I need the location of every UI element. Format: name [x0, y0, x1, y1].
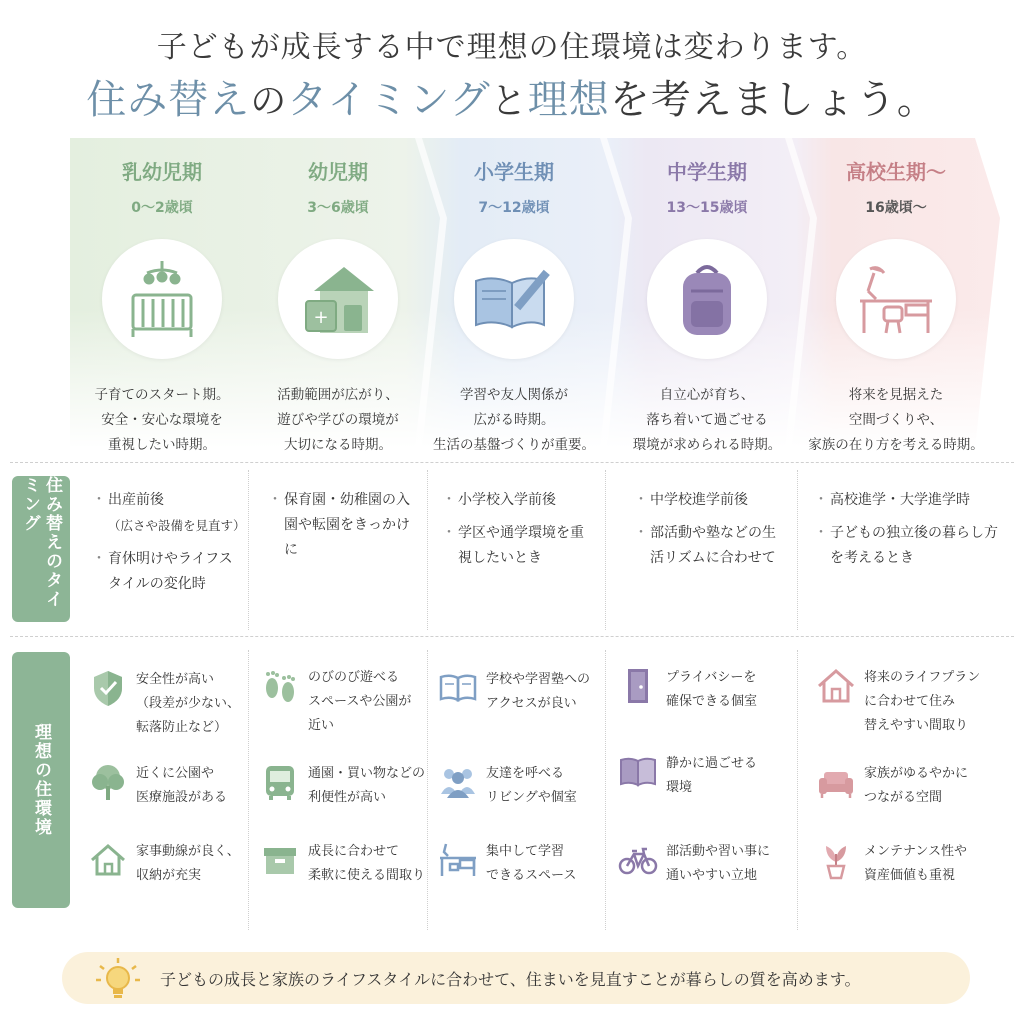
timing-item: ・ 中学校進学前後 — [634, 488, 789, 513]
timing-item: ・ 育休明けやライフスタイルの変化時 — [92, 547, 242, 597]
divider — [10, 636, 1014, 637]
footer-text: 子どもの成長と家族のライフスタイルに合わせて、住まいを見直すことが暮らしの質を高めます。 — [160, 970, 861, 989]
env-text: 友達を呼べる リビングや個室 — [486, 766, 577, 805]
env-item — [88, 668, 263, 738]
desc-line: 大切になる時期。 — [284, 437, 392, 453]
page-title: 子どもが成長する中で理想の住環境は変わります。 — [156, 30, 868, 65]
timing-col-elementary — [442, 488, 597, 579]
stage-elementary — [424, 138, 604, 458]
stage-name: 中学生期 — [667, 160, 747, 184]
desc-line: 子育てのスタート期。 — [94, 387, 230, 403]
env-item — [260, 840, 435, 910]
desc-line: 遊びや学びの環境が — [277, 412, 399, 428]
env-item — [438, 840, 613, 910]
desc-line: 活動範囲が広がり、 — [277, 387, 399, 403]
desc-line: 重視したい時期。 — [108, 437, 216, 453]
env-item — [260, 762, 435, 832]
env-item — [88, 762, 263, 832]
env-text: 将来のライフプラン に合わせて住み 替えやすい間取り — [864, 670, 981, 733]
footprints-icon — [260, 666, 300, 706]
stage-name: 小学生期 — [474, 160, 554, 184]
stage-age: 16歳頃〜 — [865, 200, 927, 216]
stage-icon-circle — [278, 239, 398, 359]
subtitle-highlight-move: 住み替え — [86, 77, 251, 123]
lightbulb-icon — [92, 956, 144, 1004]
bus-icon — [260, 762, 300, 802]
env-item — [88, 840, 263, 910]
stage-junior-high — [617, 138, 797, 458]
env-item — [438, 762, 613, 832]
env-text: 家族がゆるやかに つながる空間 — [864, 766, 969, 805]
stage-age: 13〜15歳頃 — [666, 200, 748, 216]
house-blocks-icon — [300, 261, 376, 337]
desc-line: 広がる時期。 — [473, 412, 555, 428]
footer-banner — [62, 952, 970, 1004]
stage-icon-circle — [102, 239, 222, 359]
stage-infant — [72, 138, 252, 458]
divider — [427, 470, 428, 630]
env-item — [816, 762, 991, 832]
stage-description — [424, 383, 604, 458]
env-item — [260, 666, 435, 736]
stage-name: 高校生期〜 — [846, 160, 946, 184]
desk-icon — [438, 840, 478, 880]
env-text: 静かに過ごせる 環境 — [666, 756, 758, 795]
timing-row-label — [12, 476, 70, 622]
desc-line: 家族の在り方を考える時期。 — [808, 437, 984, 453]
environment-row-label — [12, 652, 70, 908]
env-text: のびのび遊べる スペースや公園が 近い — [308, 670, 412, 733]
reading-book-icon — [618, 752, 658, 792]
storage-box-icon — [260, 840, 300, 880]
divider — [10, 462, 1014, 463]
env-text: 部活動や習い事に 通いやすい立地 — [666, 844, 771, 883]
stage-description — [806, 383, 986, 458]
book-pencil-icon — [472, 267, 556, 331]
stage-icon-circle — [647, 239, 767, 359]
timing-col-infant — [92, 488, 246, 605]
desc-line: 将来を見据えた — [848, 387, 944, 403]
desc-line: 空間づくりや、 — [848, 412, 944, 428]
env-text: 学校や学習塾への アクセスが良い — [486, 672, 591, 711]
stage-name: 乳幼児期 — [122, 160, 202, 184]
subtitle-highlight-timing: タイミング — [287, 77, 491, 123]
row-label-text: 理想の住環境 — [31, 723, 51, 837]
study-desk-icon — [856, 263, 936, 335]
row-label-text: 住み替えのタイミング — [20, 476, 62, 609]
divider — [797, 470, 798, 630]
divider — [248, 470, 249, 630]
stage-high-school — [806, 138, 986, 458]
timing-item: ・ 部活動や塾などの生活リズムに合わせて — [634, 521, 789, 571]
env-item — [816, 840, 991, 910]
stage-age: 3〜6歳頃 — [307, 200, 369, 216]
subtitle-highlight-ideal: 理想 — [527, 77, 610, 123]
timing-item: ・ 学区や通学環境を重視したいとき — [442, 521, 597, 571]
shield-icon — [88, 668, 128, 708]
subtitle-part: の — [250, 81, 288, 122]
crib-icon — [127, 259, 197, 339]
home-icon — [88, 840, 128, 880]
svg-text:+: + — [313, 307, 329, 328]
env-text: 家事動線が良く、 収納が充実 — [136, 844, 240, 883]
timing-item: ・ 子どもの独立後の暮らし方を考えるとき — [814, 521, 1004, 571]
desc-line: 環境が求められる時期。 — [632, 437, 782, 453]
page-subtitle — [0, 68, 1024, 125]
stage-icon-circle — [836, 239, 956, 359]
env-text: プライバシーを 確保できる個室 — [666, 670, 758, 709]
env-text: 通園・買い物などの 利便性が高い — [308, 766, 426, 805]
stage-name: 幼児期 — [308, 160, 368, 184]
timing-col-junior-high — [634, 488, 789, 579]
env-item — [438, 668, 613, 738]
house-outline-icon — [816, 666, 856, 706]
desc-line: 安全・安心な環境を — [101, 412, 223, 428]
door-icon — [618, 666, 658, 706]
desc-line: 落ち着いて過ごせる — [646, 412, 768, 428]
timing-item: ・ 出産前後 （広さや設備を見直す） — [92, 488, 242, 539]
env-text: 近くに公園や 医療施設がある — [136, 766, 228, 805]
stage-description — [617, 383, 797, 458]
backpack-icon — [677, 261, 737, 337]
timing-item: ・ 小学校入学前後 — [442, 488, 597, 513]
divider — [605, 470, 606, 630]
open-book-icon — [438, 668, 478, 708]
env-text: 集中して学習 できるスペース — [486, 844, 577, 883]
friends-icon — [438, 762, 478, 802]
divider — [797, 650, 798, 930]
env-item — [618, 666, 793, 736]
subtitle-part: を考えましょう。 — [609, 77, 938, 123]
timing-item: ・ 高校進学・大学進学時 — [814, 488, 1004, 513]
env-text: メンテナンス性や 資産価値も重視 — [864, 844, 967, 883]
env-text: 安全性が高い （段差が少ない、 転落防止など） — [136, 672, 241, 735]
desc-line: 自立心が育ち、 — [659, 387, 755, 403]
stage-preschool — [248, 138, 428, 458]
sofa-icon — [816, 762, 856, 802]
env-item — [618, 752, 793, 822]
env-item — [816, 666, 991, 736]
timing-col-high-school — [814, 488, 1004, 579]
subtitle-part: と — [490, 81, 528, 122]
stage-description — [72, 383, 252, 458]
env-item — [618, 840, 793, 910]
stage-age: 0〜2歳頃 — [131, 200, 193, 216]
stage-description — [248, 383, 428, 458]
bicycle-icon — [618, 840, 658, 880]
timing-item: ・ 保育園・幼稚園の入園や転園をきっかけに — [268, 488, 418, 563]
env-text: 成長に合わせて 柔軟に使える間取り — [308, 844, 426, 883]
plant-icon — [816, 840, 856, 880]
timing-col-preschool — [268, 488, 418, 571]
stage-icon-circle — [454, 239, 574, 359]
tree-icon — [88, 762, 128, 802]
desc-line: 学習や友人関係が — [460, 387, 568, 403]
desc-line: 生活の基盤づくりが重要。 — [433, 437, 595, 453]
stage-age: 7〜12歳頃 — [478, 200, 550, 216]
